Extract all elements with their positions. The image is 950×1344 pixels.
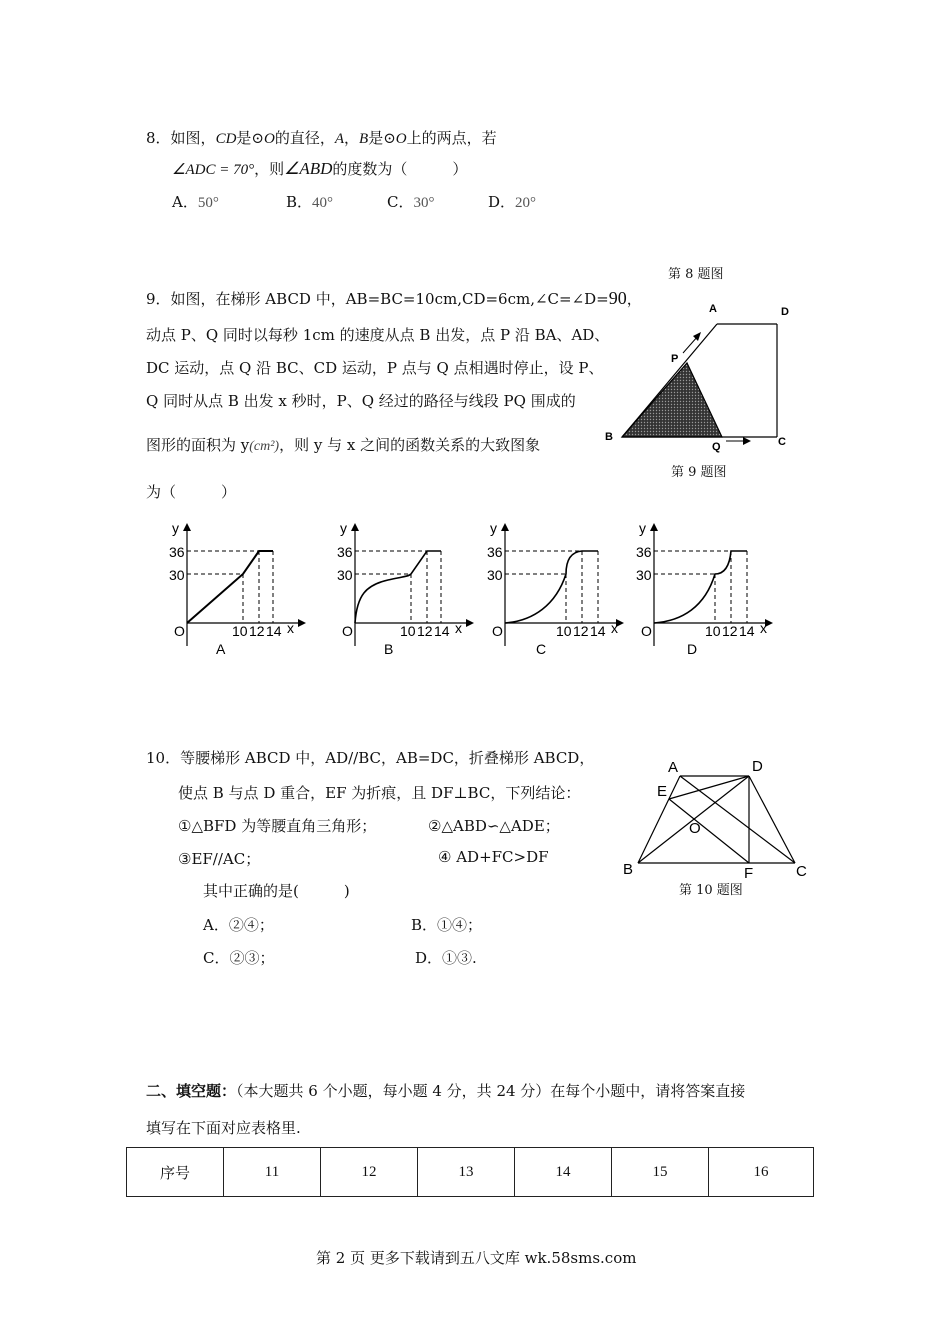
function-curve bbox=[355, 551, 441, 623]
option-label: B． bbox=[286, 193, 313, 211]
x-tick-10: 10 bbox=[400, 623, 416, 639]
q8-o: O bbox=[263, 131, 275, 147]
q9-line3: DC 运动，点 Q 沿 BC、CD 运动，P 点与 Q 点相遇时停止，设 P、 bbox=[146, 359, 604, 377]
x-label: x bbox=[760, 620, 767, 636]
section2-heading: 二、填空题： bbox=[146, 1082, 237, 1100]
q9-graph-a bbox=[160, 515, 310, 660]
q8-option-d bbox=[488, 191, 536, 212]
q10-statement-1: ①△BFD 为等腰直角三角形； bbox=[178, 817, 377, 835]
q10-option-a bbox=[203, 914, 274, 935]
x-label: x bbox=[455, 620, 462, 636]
q9-graph-d bbox=[627, 515, 782, 660]
q8-option-c bbox=[387, 191, 434, 212]
q8-text: ，则 bbox=[254, 160, 285, 178]
y-label: y bbox=[172, 520, 179, 536]
y-label: y bbox=[490, 520, 497, 536]
origin-label: O bbox=[174, 623, 185, 639]
y-label: y bbox=[639, 520, 646, 536]
x-tick-14: 14 bbox=[590, 623, 606, 639]
origin-label: O bbox=[492, 623, 503, 639]
q10-option-c bbox=[203, 947, 275, 968]
section2-intro: （本大题共 6 个小题，每小题 4 分，共 24 分）在每个小题中，请将答案直接 bbox=[236, 1082, 746, 1100]
y-axis-arrow bbox=[501, 523, 509, 531]
q10-statement-3: ③EF//AC； bbox=[178, 850, 261, 868]
q8-text: 是⊙ bbox=[368, 129, 396, 147]
x-tick-10: 10 bbox=[232, 623, 248, 639]
q10-statement-2: ②△ABD∽△ADE； bbox=[428, 817, 560, 835]
q10-side-dc bbox=[749, 776, 795, 863]
q9-line1 bbox=[146, 288, 642, 309]
option-label: D． bbox=[488, 193, 516, 211]
q8-o: O bbox=[395, 131, 407, 147]
q10-label-d: D bbox=[752, 758, 763, 775]
x-label: x bbox=[611, 620, 618, 636]
q9-graph-c bbox=[478, 515, 628, 660]
guide-lines bbox=[505, 551, 598, 623]
q9-label-b: B bbox=[605, 431, 613, 443]
option-value: ①④； bbox=[437, 916, 483, 934]
y-tick-30: 30 bbox=[169, 567, 185, 583]
q8-line2 bbox=[172, 158, 467, 179]
function-curve bbox=[505, 551, 598, 623]
q10-label-b: B bbox=[623, 861, 634, 878]
q10-figure-caption: 第 10 题图 bbox=[679, 883, 743, 898]
q8-text: 如图， bbox=[170, 129, 216, 147]
q9-text: ，则 y 与 x 之间的函数关系的大致图象 bbox=[279, 436, 541, 454]
origin-label: O bbox=[641, 623, 652, 639]
q10-ask: 其中正确的是( ) bbox=[203, 882, 350, 900]
q9-line4: Q 同时从点 B 出发 x 秒时，P、Q 经过的路径与线段 PQ 围成的 bbox=[146, 392, 576, 410]
q9-figure bbox=[595, 295, 805, 455]
option-label: C． bbox=[203, 949, 230, 967]
origin-label: O bbox=[342, 623, 353, 639]
q9-unit: (cm²) bbox=[249, 439, 280, 454]
option-value: 30° bbox=[413, 195, 435, 211]
q10-figure bbox=[615, 752, 815, 882]
q8-text: ， bbox=[344, 129, 360, 147]
option-label: A． bbox=[172, 193, 198, 211]
section2-line1 bbox=[146, 1080, 745, 1101]
x-tick-14: 14 bbox=[434, 623, 450, 639]
x-tick-12: 12 bbox=[417, 623, 433, 639]
q9-line5 bbox=[146, 434, 540, 455]
table-cell: 15 bbox=[612, 1148, 709, 1197]
section2-line2: 填写在下面对应表格里. bbox=[146, 1119, 301, 1137]
x-axis-arrow bbox=[466, 619, 474, 627]
option-label: C． bbox=[387, 193, 414, 211]
q8-text: 的直径， bbox=[274, 129, 335, 147]
q9-label-p: P bbox=[671, 353, 679, 365]
x-axis-arrow bbox=[298, 619, 306, 627]
y-tick-30: 30 bbox=[636, 567, 652, 583]
guide-lines bbox=[654, 551, 747, 623]
graph-option-label: B bbox=[384, 641, 394, 657]
x-tick-10: 10 bbox=[556, 623, 572, 639]
q9-label-c: C bbox=[778, 436, 786, 448]
option-value: ②④； bbox=[228, 916, 274, 934]
q9-text: ， bbox=[626, 290, 642, 308]
guide-lines bbox=[355, 551, 441, 623]
option-value: 50° bbox=[197, 195, 219, 211]
y-label: y bbox=[340, 520, 347, 536]
x-tick-12: 12 bbox=[249, 623, 265, 639]
option-label: B． bbox=[411, 916, 438, 934]
answer-table bbox=[126, 1147, 814, 1197]
q10-label-c: C bbox=[796, 863, 807, 880]
y-tick-36: 36 bbox=[169, 544, 185, 560]
q10-label-a: A bbox=[668, 759, 679, 776]
y-tick-36: 36 bbox=[636, 544, 652, 560]
q9-label-a: A bbox=[709, 303, 717, 315]
y-tick-30: 30 bbox=[487, 567, 503, 583]
q9-label-q: Q bbox=[712, 441, 721, 453]
q9-line6: 为（ ） bbox=[146, 483, 237, 501]
q8-condition: ∠ADC = 70° bbox=[172, 162, 255, 178]
table-cell: 16 bbox=[709, 1148, 814, 1197]
graph-option-label: C bbox=[536, 641, 547, 657]
graph-option-label: A bbox=[216, 641, 226, 657]
option-value: 40° bbox=[312, 195, 334, 211]
x-tick-12: 12 bbox=[573, 623, 589, 639]
q8-line1 bbox=[146, 127, 497, 148]
q9-angle-value: 90 bbox=[608, 288, 627, 308]
y-tick-36: 36 bbox=[337, 544, 353, 560]
x-tick-12: 12 bbox=[722, 623, 738, 639]
y-tick-30: 30 bbox=[337, 567, 353, 583]
option-value: ②③； bbox=[229, 949, 275, 967]
option-value: 20° bbox=[515, 195, 537, 211]
y-axis-arrow bbox=[351, 523, 359, 531]
q10-option-d bbox=[415, 947, 477, 968]
table-cell: 12 bbox=[321, 1148, 418, 1197]
q10-segment-ed bbox=[669, 776, 749, 799]
q8-option-b bbox=[286, 191, 333, 212]
q9-shaded-triangle bbox=[622, 363, 722, 437]
q8-b: B bbox=[359, 131, 369, 147]
table-row bbox=[127, 1148, 814, 1197]
q10-line1: 10．等腰梯形 ABCD 中，AD//BC，AB=DC，折叠梯形 ABCD， bbox=[146, 749, 595, 767]
q8-abd: ∠ABD bbox=[284, 159, 333, 178]
q8-cd: CD bbox=[215, 131, 237, 147]
q9-arrow-q-head bbox=[743, 437, 751, 445]
q10-label-o: O bbox=[689, 820, 701, 837]
function-curve bbox=[654, 551, 747, 623]
table-cell: 14 bbox=[515, 1148, 612, 1197]
y-axis-arrow bbox=[650, 523, 658, 531]
q8-text: 的度数为（ ） bbox=[332, 160, 468, 178]
q9-figure-caption: 第 9 题图 bbox=[671, 465, 727, 480]
q8-text: 是⊙ bbox=[236, 129, 264, 147]
option-label: A． bbox=[203, 916, 229, 934]
option-value: ①③. bbox=[442, 949, 477, 967]
q9-line2: 动点 P、Q 同时以每秒 1cm 的速度从点 B 出发，点 P 沿 BA、AD、 bbox=[146, 326, 610, 344]
q10-statement-4: ④ AD+FC>DF bbox=[438, 848, 549, 866]
q10-label-f: F bbox=[744, 865, 754, 882]
x-tick-14: 14 bbox=[266, 623, 282, 639]
q9-graph-b bbox=[328, 515, 478, 660]
q9-text: 图形的面积为 y bbox=[146, 436, 250, 454]
x-tick-14: 14 bbox=[739, 623, 755, 639]
table-header-cell: 序号 bbox=[127, 1148, 224, 1197]
q8-number: 8． bbox=[146, 129, 171, 147]
x-tick-10: 10 bbox=[705, 623, 721, 639]
q8-figure-caption: 第 8 题图 bbox=[668, 267, 724, 282]
q8-a: A bbox=[334, 131, 345, 147]
q10-label-e: E bbox=[657, 783, 668, 800]
function-curve bbox=[187, 551, 273, 623]
q8-option-a bbox=[172, 191, 219, 212]
q10-line2: 使点 B 与点 D 重合，EF 为折痕，且 DF⊥BC，下列结论： bbox=[178, 784, 581, 802]
table-cell: 13 bbox=[418, 1148, 515, 1197]
q9-text: 9．如图，在梯形 ABCD 中，AB=BC=10cm,CD=6cm,∠C=∠D= bbox=[146, 290, 609, 308]
x-label: x bbox=[287, 620, 294, 636]
q10-fold-ef bbox=[669, 799, 749, 863]
q10-option-b bbox=[411, 914, 482, 935]
graph-option-label: D bbox=[687, 641, 698, 657]
option-label: D． bbox=[415, 949, 443, 967]
q9-label-d: D bbox=[781, 306, 789, 318]
page-footer: 第 2 页 更多下载请到五八文库 wk.58sms.com bbox=[316, 1249, 637, 1267]
y-tick-36: 36 bbox=[487, 544, 503, 560]
y-axis-arrow bbox=[183, 523, 191, 531]
q8-text: 上的两点，若 bbox=[406, 129, 497, 147]
table-cell: 11 bbox=[224, 1148, 321, 1197]
